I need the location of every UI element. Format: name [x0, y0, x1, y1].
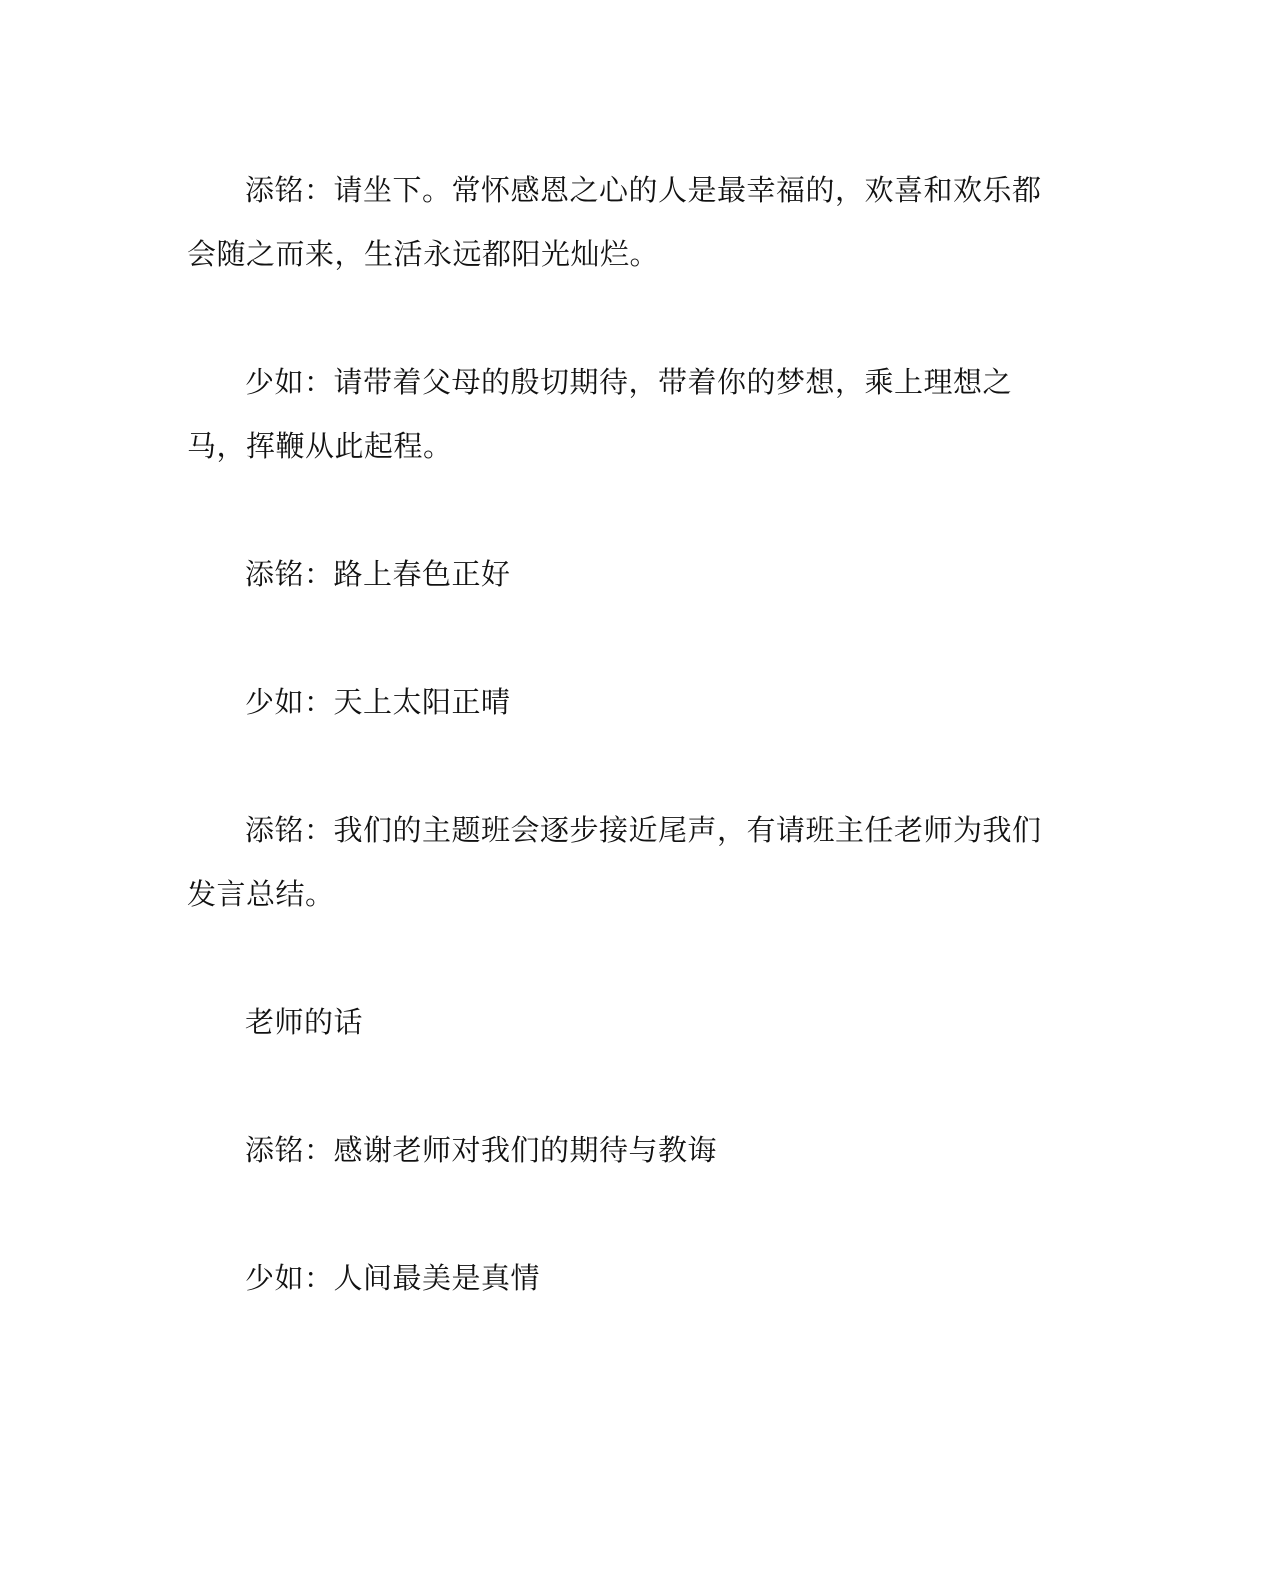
paragraph: 添铭：路上春色正好	[245, 557, 511, 591]
paragraph: 添铭：请坐下。常怀感恩之心的人是最幸福的，欢喜和欢乐都会随之而来，生活永远都阳光灿烂。	[187, 173, 1042, 271]
paragraph: 少如：天上太阳正晴	[245, 685, 511, 719]
section-heading: 老师的话	[245, 1005, 364, 1039]
paragraph: 少如：人间最美是真情	[245, 1261, 541, 1295]
paragraph: 添铭：感谢老师对我们的期待与教诲	[245, 1133, 718, 1167]
paragraph: 少如：请带着父母的殷切期待，带着你的梦想，乘上理想之马，挥鞭从此起程。	[187, 365, 1013, 463]
paragraph: 添铭：我们的主题班会逐步接近尾声，有请班主任老师为我们发言总结。	[187, 813, 1042, 911]
